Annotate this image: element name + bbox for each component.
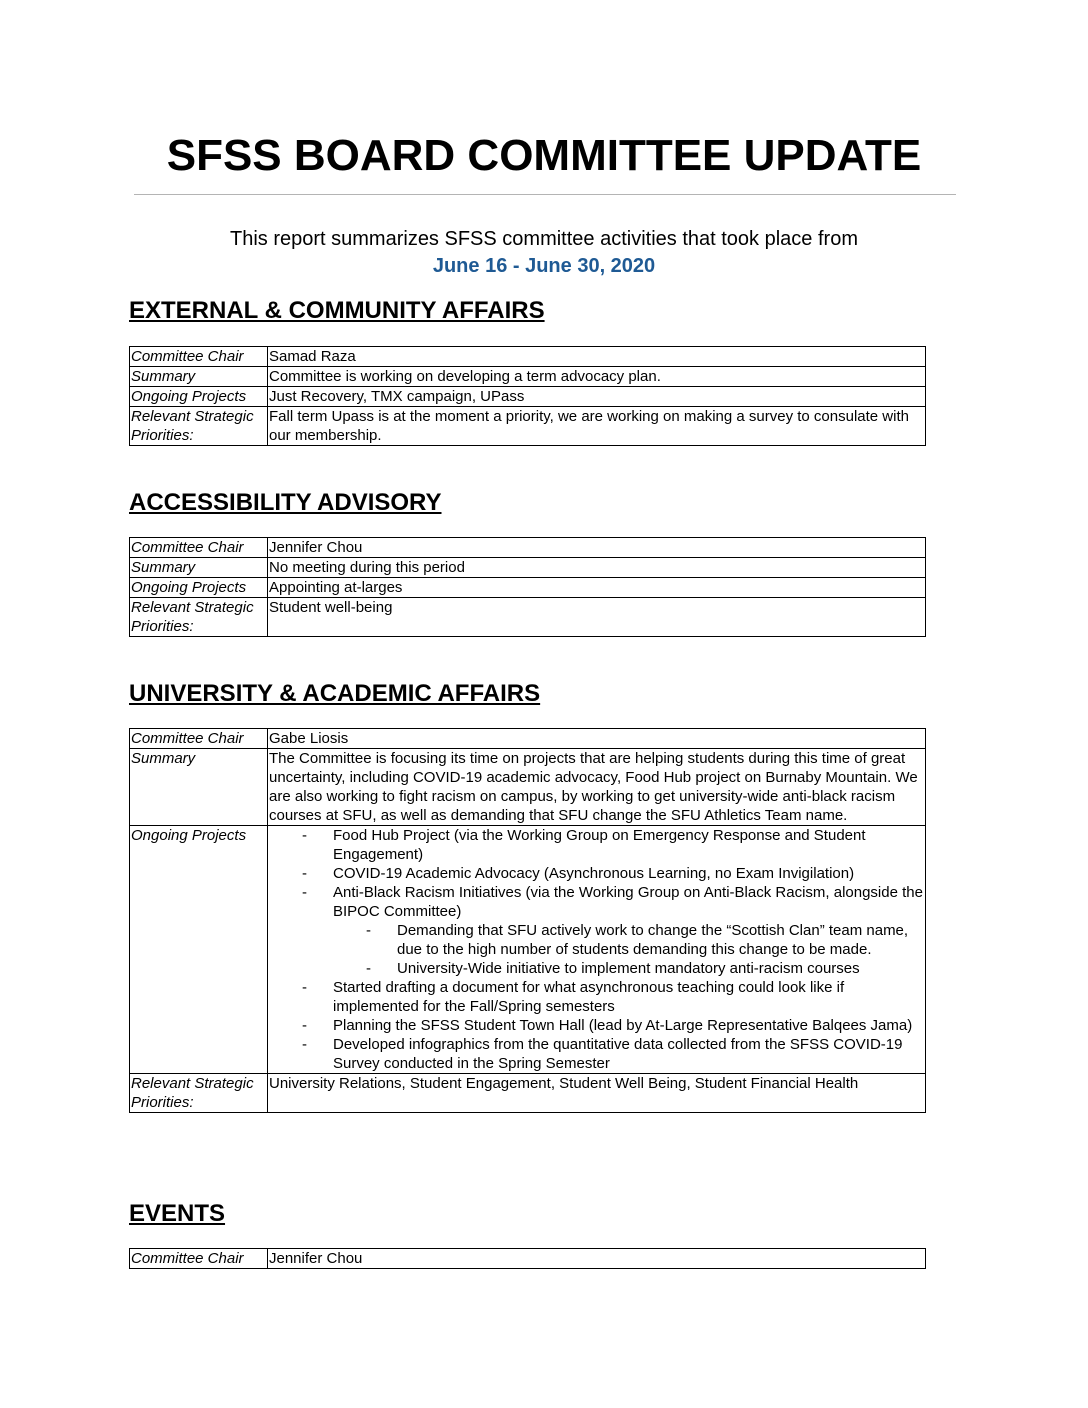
row-label: Summary: [130, 558, 268, 578]
list-item: - Started drafting a document for what asynchronous teaching could look like if implemented for the Fall/Spring semesters: [333, 978, 925, 1016]
committee-chair-value: Jennifer Chou: [268, 538, 926, 558]
report-date-range: June 16 - June 30, 2020: [432, 255, 656, 277]
row-label: Committee Chair: [130, 1249, 268, 1269]
list-item: - Developed infographics from the quantitative data collected from the SFSS COVID-19 Survey conducted in the Spring Semester: [333, 1035, 925, 1073]
row-label: Relevant Strategic Priorities:: [130, 598, 268, 637]
committee-table-accessibility: [129, 537, 926, 637]
committee-chair-value: Jennifer Chou: [268, 1249, 926, 1269]
committee-chair-value: Gabe Liosis: [268, 729, 926, 749]
row-label: Ongoing Projects: [130, 387, 268, 407]
row-label: Summary: [130, 749, 268, 826]
committee-chair-value: Samad Raza: [268, 347, 926, 367]
row-label: Relevant Strategic Priorities:: [130, 407, 268, 446]
report-intro: This report summarizes SFSS committee activities that took place from: [230, 228, 858, 250]
row-label: Ongoing Projects: [130, 826, 268, 1074]
strategic-priorities-value: Student well-being: [268, 598, 926, 637]
table-row: [130, 538, 926, 558]
strategic-priorities-value: Fall term Upass is at the moment a priority, we are working on making a survey to consulate with our membership.: [268, 407, 926, 446]
table-row: [130, 749, 926, 826]
table-row: [130, 558, 926, 578]
sub-projects-list: [333, 921, 925, 978]
committee-table-university: [129, 728, 926, 1113]
table-row: [130, 578, 926, 598]
list-item: - University-Wide initiative to implement mandatory anti-racism courses: [397, 959, 925, 978]
table-row: [130, 1249, 926, 1269]
list-item-text: Anti-Black Racism Initiatives (via the Working Group on Anti-Black Racism, alongside the BIPOC Committee): [333, 884, 923, 920]
page-title: SFSS BOARD COMMITTEE UPDATE: [166, 131, 922, 180]
ongoing-projects-value: [268, 826, 926, 1074]
list-item: - COVID-19 Academic Advocacy (Asynchronous Learning, no Exam Invigilation): [333, 864, 925, 883]
table-row: [130, 387, 926, 407]
row-label: Committee Chair: [130, 347, 268, 367]
section-heading-university-academic-affairs: UNIVERSITY & ACADEMIC AFFAIRS: [129, 680, 541, 707]
row-label: Committee Chair: [130, 729, 268, 749]
committee-table-events: [129, 1248, 926, 1269]
summary-value: No meeting during this period: [268, 558, 926, 578]
summary-value: The Committee is focusing its time on projects that are helping students during this time of great uncertainty, including COVID-19 academic advocacy, Food Hub project on Burnaby Mountain. We are also working to fight racism on campus, by working to get university-wide anti-black racism courses at SFU, as well as demanding that SFU change the SFU Athletics Team name.: [268, 749, 926, 826]
list-item: - Planning the SFSS Student Town Hall (lead by At-Large Representative Balqees Jama): [333, 1016, 925, 1035]
section-heading-events: EVENTS: [129, 1200, 226, 1227]
table-row: [130, 598, 926, 637]
section-heading-accessibility-advisory: ACCESSIBILITY ADVISORY: [129, 489, 442, 516]
list-item: [333, 883, 925, 978]
table-row: [130, 367, 926, 387]
ongoing-projects-value: Appointing at-larges: [268, 578, 926, 598]
summary-value: Committee is working on developing a term advocacy plan.: [268, 367, 926, 387]
list-item: - Food Hub Project (via the Working Group on Emergency Response and Student Engagement): [333, 826, 925, 864]
strategic-priorities-value: University Relations, Student Engagement, Student Well Being, Student Financial Health: [268, 1074, 926, 1113]
committee-table-external: [129, 346, 926, 446]
projects-list: [269, 826, 925, 1073]
section-heading-external-community-affairs: EXTERNAL & COMMUNITY AFFAIRS: [129, 297, 545, 324]
table-row: [130, 826, 926, 1074]
table-row: [130, 347, 926, 367]
row-label: Ongoing Projects: [130, 578, 268, 598]
list-item: - Demanding that SFU actively work to change the “Scottish Clan” team name, due to the high number of students demanding this change to be made.: [397, 921, 925, 959]
table-row: [130, 1074, 926, 1113]
row-label: Summary: [130, 367, 268, 387]
ongoing-projects-value: Just Recovery, TMX campaign, UPass: [268, 387, 926, 407]
title-divider: [134, 194, 956, 195]
table-row: [130, 407, 926, 446]
row-label: Relevant Strategic Priorities:: [130, 1074, 268, 1113]
row-label: Committee Chair: [130, 538, 268, 558]
table-row: [130, 729, 926, 749]
